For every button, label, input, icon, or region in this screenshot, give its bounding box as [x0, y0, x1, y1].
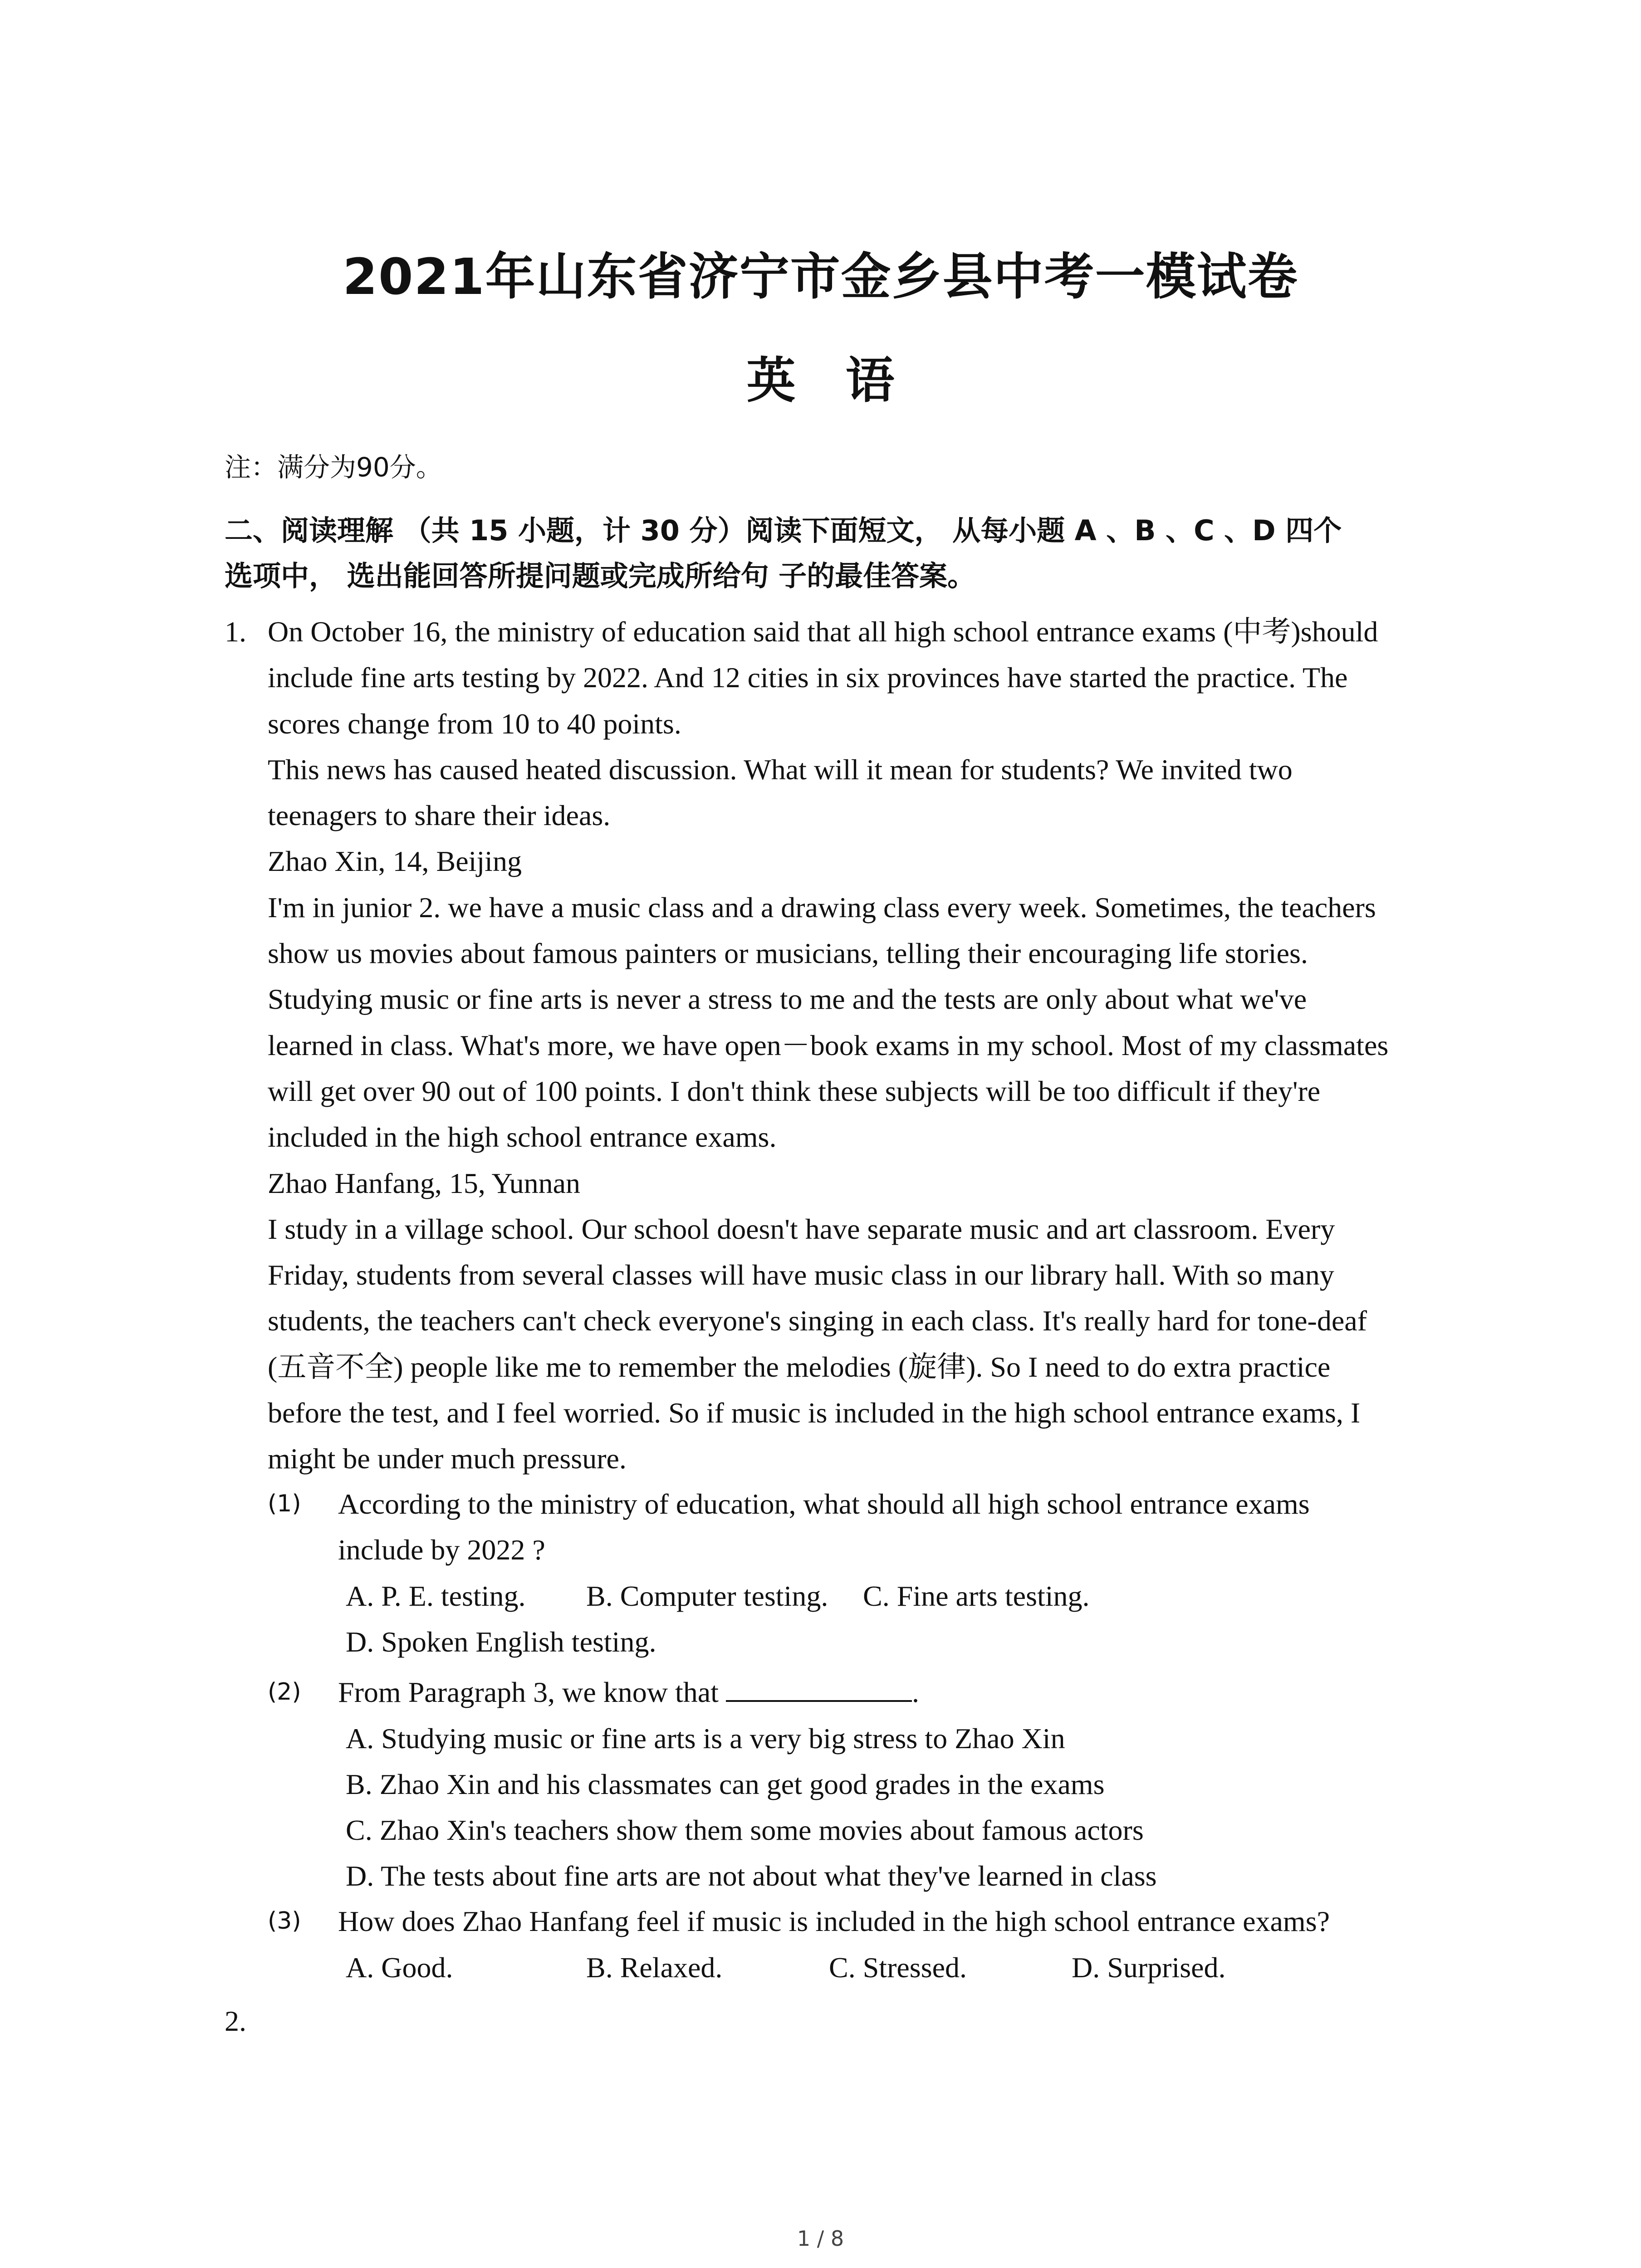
question-1-number: 1.	[225, 616, 246, 648]
option-c[interactable]: C. Stressed.	[829, 1951, 967, 1984]
passage-author-line: Zhao Hanfang, 15, Yunnan	[268, 1167, 580, 1199]
sub-question-1-stem	[338, 1481, 1427, 1573]
answer-blank	[726, 1673, 912, 1702]
option-a[interactable]: A. Studying music or fine arts is a very big stress to Zhao Xin	[346, 1722, 1065, 1755]
passage-line: scores change from 10 to 40 points.	[268, 707, 681, 740]
sub-question-1-number: (1)	[268, 1490, 301, 1517]
question-2-number: 2.	[225, 2005, 246, 2037]
passage-author-line: Zhao Xin, 14, Beijing	[268, 845, 522, 878]
exam-subject: 英语	[746, 352, 945, 409]
option-c[interactable]: C. Fine arts testing.	[863, 1580, 1090, 1612]
passage-line: students, the teachers can't check everyone's singing in each class. It's really hard for tone-deaf	[268, 1305, 1367, 1337]
passage-line: teenagers to share their ideas.	[268, 799, 611, 832]
sub-question-1-stem-line: According to the ministry of education, what should all high school entrance exams	[338, 1488, 1310, 1520]
sub-question-2-stem-end: .	[911, 1676, 919, 1708]
passage-line: before the test, and I feel worried. So if music is included in the high school entrance exams, I	[268, 1397, 1361, 1429]
option-b[interactable]: B. Relaxed.	[586, 1951, 723, 1984]
passage-line: I study in a village school. Our school doesn't have separate music and art classroom. Every	[268, 1212, 1335, 1245]
option-c[interactable]: C. Zhao Xin's teachers show them some movies about famous actors	[346, 1814, 1144, 1846]
passage-line: learned in class. What's more, we have open－book exams in my school. Most of my classmates	[268, 1029, 1389, 1061]
option-a[interactable]: A. P. E. testing.	[346, 1580, 526, 1612]
reading-passage	[268, 609, 1461, 1482]
passage-line: I'm in junior 2. we have a music class and a drawing class every week. Sometimes, the teachers	[268, 891, 1376, 924]
passage-line: include fine arts testing by 2022. And 12 cities in six provinces have started the practice. The	[268, 661, 1348, 694]
passage-line: Friday, students from several classes will have music class in our library hall. With so many	[268, 1259, 1334, 1291]
score-note: 注：满分为90分。	[225, 452, 442, 483]
passage-line: included in the high school entrance exams.	[268, 1121, 777, 1154]
passage-line: On October 16, the ministry of education said that all high school entrance exams (中考)should	[268, 616, 1378, 648]
sub-question-3-number: (3)	[268, 1907, 301, 1935]
passage-line: Studying music or fine arts is never a stress to me and the tests are only about what we've	[268, 983, 1307, 1016]
option-b[interactable]: B. Computer testing.	[586, 1580, 828, 1612]
option-d[interactable]: D. Spoken English testing.	[346, 1626, 656, 1658]
passage-line: (五音不全) people like me to remember the melodies (旋律). So I need to do extra practice	[268, 1350, 1331, 1383]
sub-question-2-stem	[338, 1669, 1427, 1715]
page-number: 1 / 8	[797, 2226, 844, 2251]
sub-question-1-stem-line: include by 2022 ?	[338, 1534, 545, 1566]
passage-line: might be under much pressure.	[268, 1442, 627, 1475]
section-heading	[225, 508, 1450, 599]
option-b[interactable]: B. Zhao Xin and his classmates can get good grades in the exams	[346, 1768, 1105, 1800]
sub-question-3-stem: How does Zhao Hanfang feel if music is included in the high school entrance exams?	[338, 1905, 1330, 1937]
passage-line: will get over 90 out of 100 points. I don't think these subjects will be too difficult if they're	[268, 1075, 1321, 1107]
sub-question-2-number: (2)	[268, 1678, 301, 1706]
option-d[interactable]: D. Surprised.	[1072, 1951, 1226, 1984]
passage-line: show us movies about famous painters or musicians, telling their encouraging life stories.	[268, 937, 1308, 970]
sub-question-2-stem-text: From Paragraph 3, we know that	[338, 1676, 719, 1708]
option-a[interactable]: A. Good.	[346, 1951, 453, 1984]
section-heading-line1: 二、阅读理解 （共 15 小题，计 30 分）阅读下面短文， 从每小题 A 、B 、C 、D 四个	[225, 514, 1342, 547]
option-d[interactable]: D. The tests about fine arts are not about what they've learned in class	[346, 1860, 1157, 1892]
exam-title: 2021年山东省济宁市金乡县中考一模试卷	[343, 248, 1298, 306]
section-heading-line2: 选项中， 选出能回答所提问题或完成所给句 子的最佳答案。	[225, 559, 976, 592]
passage-line: This news has caused heated discussion. What will it mean for students? We invited two	[268, 753, 1293, 786]
